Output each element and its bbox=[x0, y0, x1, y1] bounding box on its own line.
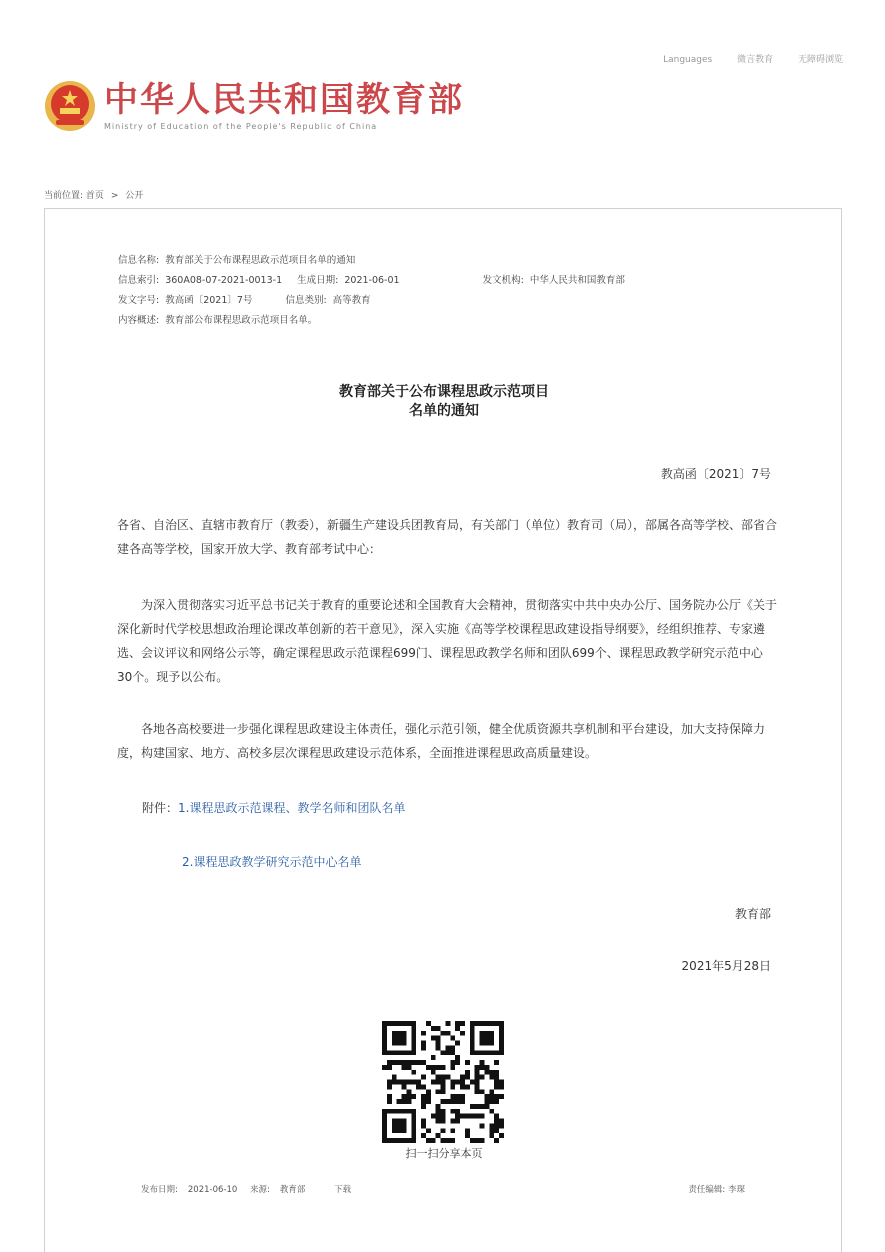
meta-org-value: 中华人民共和国教育部 bbox=[529, 275, 625, 286]
meta-category-value: 高等教育 bbox=[332, 295, 371, 306]
attachment-label: 附件： bbox=[142, 801, 179, 815]
breadcrumb-home[interactable]: 首页 bbox=[85, 191, 104, 201]
title-line-2: 名单的通知 bbox=[409, 403, 479, 419]
meta-date-label: 生成日期: bbox=[297, 275, 339, 286]
meta-docno-label: 发文字号: bbox=[118, 295, 160, 306]
attachment-link-1[interactable]: 1.课程思政示范课程、教学名师和团队名单 bbox=[178, 801, 406, 815]
content-panel bbox=[44, 208, 842, 1252]
qr-code-icon bbox=[382, 1021, 504, 1143]
breadcrumb-current[interactable]: 公开 bbox=[125, 191, 144, 201]
attachment-row-1 bbox=[142, 799, 405, 816]
sign-date: 2021年5月28日 bbox=[681, 959, 771, 973]
breadcrumb-prefix: 当前位置: bbox=[44, 191, 84, 201]
editor-info bbox=[688, 1183, 745, 1195]
source: 教育部 bbox=[279, 1185, 306, 1195]
breadcrumb-separator: > bbox=[110, 191, 119, 201]
editor-label: 责任编辑: bbox=[688, 1185, 726, 1195]
languages-link[interactable]: Languages bbox=[663, 55, 713, 65]
attachment-link-2[interactable]: 2.课程思政教学研究示范中心名单 bbox=[182, 855, 362, 869]
meta-summary-value: 教育部公布课程思政示范项目名单。 bbox=[165, 315, 318, 326]
signer: 教育部 bbox=[734, 907, 771, 921]
paragraph-requirements: 各地各高校要进一步强化课程思政建设主体责任，强化示范引领，健全优质资源共享机制和平台建设，加大支持保障力度，构建国家、地方、高校多层次课程思政建设示范体系，全面推进课程思政高质量建设。 bbox=[117, 722, 766, 760]
attachment-row-2 bbox=[182, 853, 361, 870]
accessibility-link[interactable]: 无障碍浏览 bbox=[797, 55, 843, 65]
qr-caption: 扫一扫分享本页 bbox=[405, 1147, 483, 1160]
site-name-en: Ministry of Education of the People's Republic of China bbox=[104, 122, 378, 131]
publish-date-label: 发布日期: bbox=[141, 1185, 178, 1195]
meta-name-label: 信息名称: bbox=[118, 255, 160, 266]
meta-category-label: 信息类别: bbox=[285, 295, 327, 306]
editor-name: 李琛 bbox=[727, 1185, 745, 1195]
paragraph-recipients: 各省、自治区、直辖市教育厅（教委），新疆生产建设兵团教育局，有关部门（单位）教育司（局），部属各高等学校、部省合建各高等学校，国家开放大学、教育部考试中心： bbox=[117, 518, 778, 556]
meta-index-value: 360A08-07-2021-0013-1 bbox=[165, 275, 283, 286]
meta-name-value: 教育部关于公布课程思政示范项目名单的通知 bbox=[165, 255, 356, 266]
page-footer bbox=[141, 1183, 361, 1195]
site-name-cn: 中华人民共和国教育部 bbox=[104, 80, 464, 120]
meta-docno-value: 教高函〔2021〕7号 bbox=[165, 295, 253, 306]
info-metadata bbox=[118, 251, 625, 331]
document-title bbox=[45, 383, 843, 421]
title-line-1: 教育部关于公布课程思政示范项目 bbox=[339, 384, 549, 400]
meta-org-label: 发文机构: bbox=[482, 275, 524, 286]
microblog-link[interactable]: 微言教育 bbox=[737, 55, 774, 65]
breadcrumb bbox=[44, 188, 143, 201]
publish-date: 2021-06-10 bbox=[187, 1185, 238, 1195]
national-emblem-icon bbox=[44, 80, 96, 132]
top-utility-bar bbox=[663, 52, 843, 65]
meta-index-label: 信息索引: bbox=[118, 275, 160, 286]
meta-date-value: 2021-06-01 bbox=[344, 275, 400, 286]
meta-summary-label: 内容概述: bbox=[118, 315, 160, 326]
site-logo[interactable] bbox=[44, 80, 464, 132]
document-number: 教高函〔2021〕7号 bbox=[660, 467, 771, 481]
source-label: 来源: bbox=[249, 1185, 270, 1195]
paragraph-main: 为深入贯彻落实习近平总书记关于教育的重要论述和全国教育大会精神，贯彻落实中共中央办公厅、国务院办公厅《关于深化新时代学校思想政治理论课改革创新的若干意见》，深入实施《高等学校课程思政建设指导纲要》，经组织推荐、专家遴选、会议评议和网络公示等，确定课程思政示范课程699门、课程思政教学名师和团队699个、课程思政教学研究示范中心30个。现予以公布。 bbox=[117, 598, 778, 684]
download-link[interactable]: 下载 bbox=[334, 1185, 352, 1195]
